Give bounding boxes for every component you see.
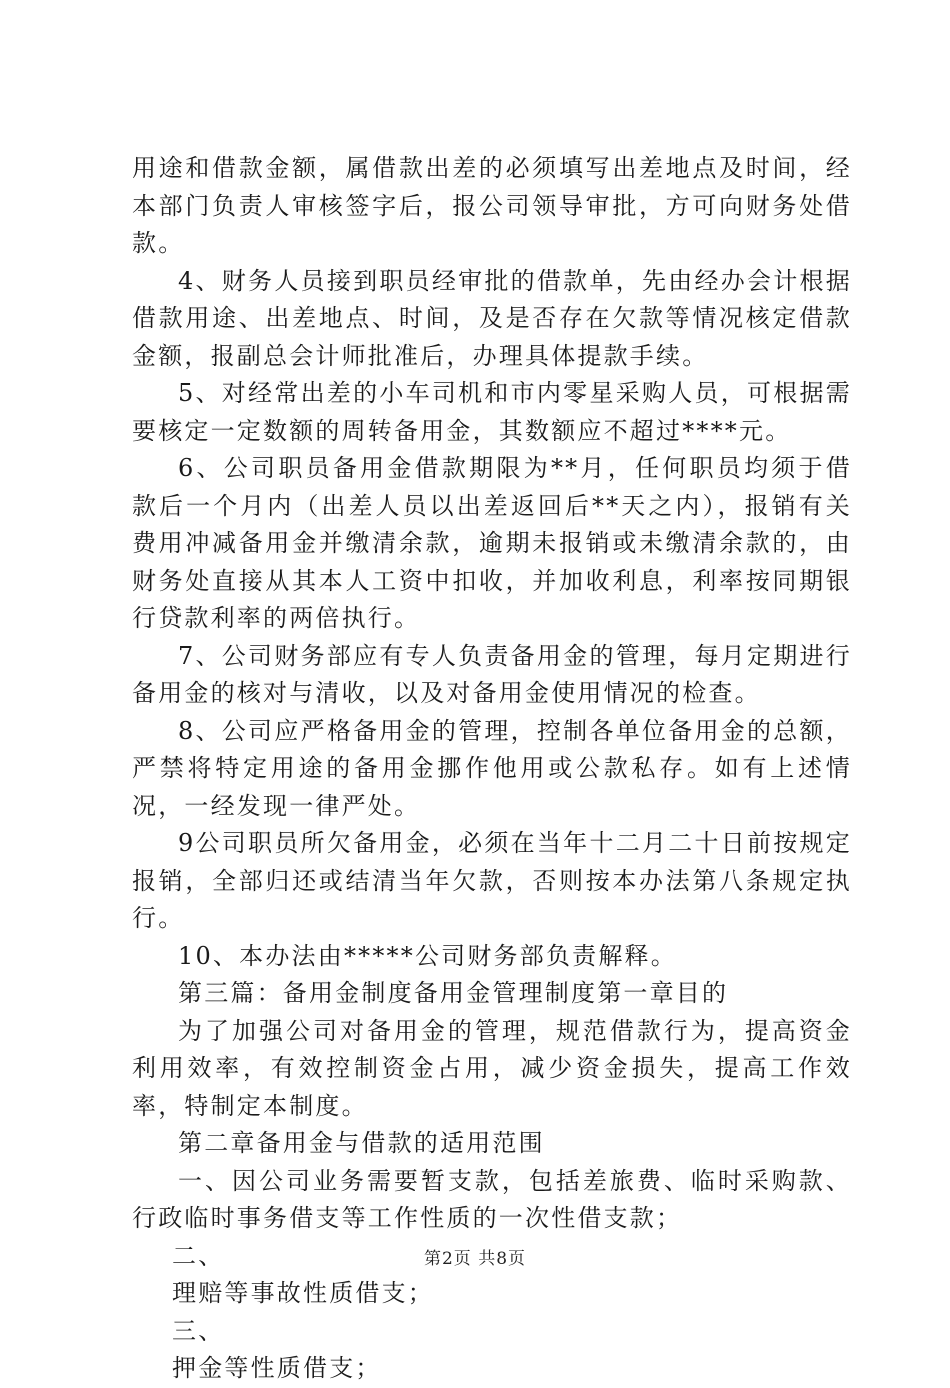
paragraph-item-4: 4、财务人员接到职员经审批的借款单，先由经办会计根据借款用途、出差地点、时间，及是否存在欠款等情况核定借款金额，报副总会计师批准后，办理具体提款手续。 [132,266,852,370]
paragraph-continuation: 用途和借款金额，属借款出差的必须填写出差地点及时间，经本部门负责人审核签字后，报公司领导审批，方可向财务处借款。 [132,154,852,257]
scope-item-label-3: 三、 [172,1316,225,1345]
paragraph-item-8: 8、公司应严格备用金的管理，控制各单位备用金的总额，严禁将特定用途的备用金挪作他用或公款私存。如有上述情况，一经发现一律严处。 [132,716,852,820]
paragraph-item-5: 5、对经常出差的小车司机和市内零星采购人员，可根据需要核定一定数额的周转备用金，其数额应不超过****元。 [132,379,852,445]
paragraph-purpose: 为了加强公司对备用金的管理，规范借款行为，提高资金利用效率，有效控制资金占用，减少资金损失，提高工作效率，特制定本制度。 [132,1016,852,1120]
section-heading: 第三篇：备用金制度备用金管理制度第一章目的 [178,979,729,1007]
paragraph-scope-1: 一、因公司业务需要暂支款，包括差旅费、临时采购款、行政临时事务借支等工作性质的一次性借支款； [132,1166,852,1232]
paragraph-item-6: 6、公司职员备用金借款期限为**月，任何职员均须于借款后一个月内（出差人员以出差返回后**天之内），报销有关费用冲减备用金并缴清余款，逾期未报销或未缴清余款的，由财务处直接从其本人工资中扣收，并加收利息，利率按同期银行贷款利率的两倍执行。 [132,454,852,632]
chapter-heading: 第二章备用金与借款的适用范围 [178,1129,545,1157]
paragraph-item-7: 7、公司财务部应有专人负责备用金的管理，每月定期进行备用金的核对与清收，以及对备用金使用情况的检查。 [132,641,852,707]
scope-item-text-3: 押金等性质借支； [172,1354,382,1382]
paragraph-item-10: 10、本办法由*****公司财务部负责解释。 [178,941,677,970]
paragraph-item-9: 9公司职员所欠备用金，必须在当年十二月二十日前按规定报销，全部归还或结清当年欠款，否则按本办法第八条规定执行。 [132,829,852,932]
scope-item-label-2: 二、 [172,1241,225,1270]
page-number-footer: 第2页 共8页 [423,1249,527,1269]
document-body [132,150,852,1388]
scope-item-text-2: 理赔等事故性质借支； [172,1279,434,1307]
